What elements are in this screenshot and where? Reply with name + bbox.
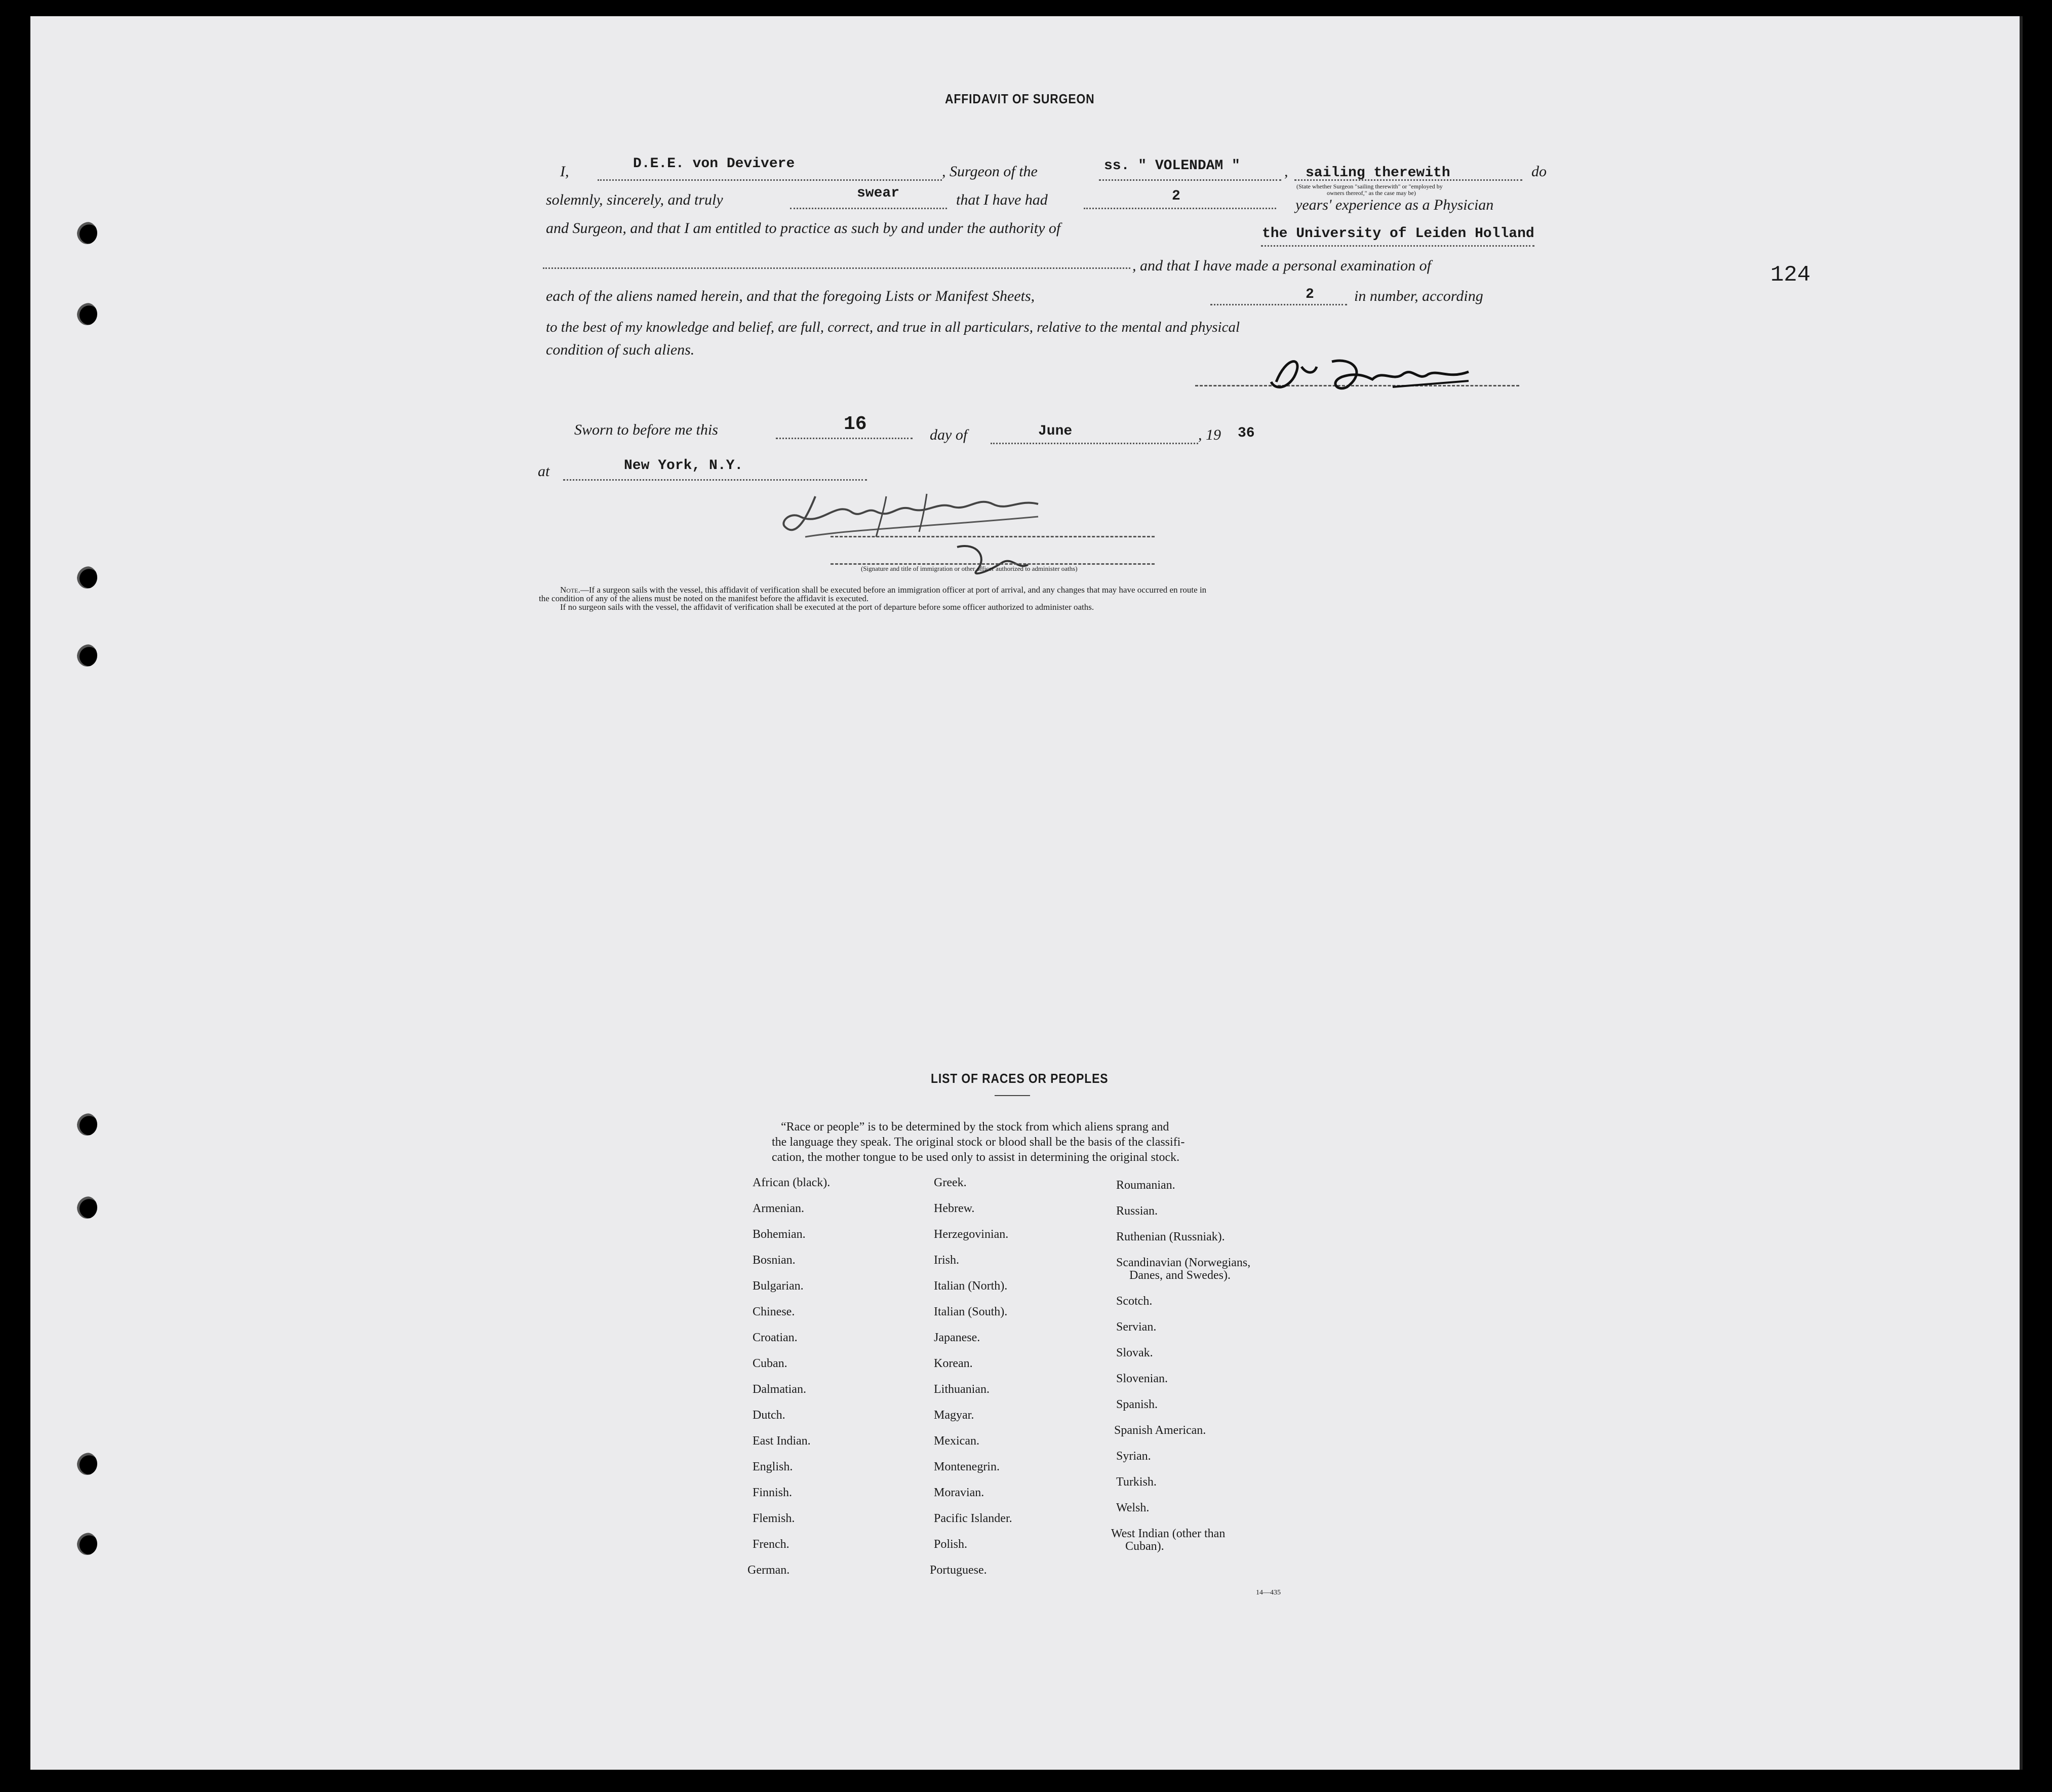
race-item: Roumanian.	[1116, 1179, 1175, 1192]
race-item: Magyar.	[934, 1409, 974, 1422]
sworn-day: 16	[844, 413, 867, 435]
race-item: Dutch.	[753, 1409, 785, 1422]
affidavit-text: each of the aliens named herein, and that the foregoing Lists or Manifest Sheets,	[546, 288, 1035, 304]
affidavit-text: Sworn to before me this	[574, 421, 718, 438]
punch-hole	[77, 222, 97, 244]
fill-line	[1261, 245, 1534, 247]
fill-line	[991, 443, 1198, 444]
note-line: —If a surgeon sails with the vessel, this affidavit of verification shall be executed before an immigration officer at port of arrival, and any changes that may have occurred en route in	[580, 585, 1207, 595]
punch-hole	[77, 1453, 97, 1475]
status-note: owners thereof," as the case may be)	[1327, 189, 1416, 197]
race-item: Italian (North).	[934, 1279, 1008, 1293]
race-item: Slovenian.	[1116, 1372, 1168, 1385]
race-item: Ruthenian (Russniak).	[1116, 1230, 1225, 1243]
affidavit-text: , Surgeon of the	[942, 163, 1038, 180]
years-experience: 2	[1172, 188, 1180, 204]
race-item: Bosnian.	[753, 1254, 796, 1267]
race-item: German.	[747, 1564, 790, 1577]
race-item: Finnish.	[753, 1486, 793, 1499]
race-item: Moravian.	[934, 1486, 984, 1499]
punch-hole	[77, 303, 97, 325]
race-item: Syrian.	[1116, 1450, 1151, 1463]
punch-hole	[77, 1533, 97, 1555]
race-item: Slovak.	[1116, 1346, 1153, 1359]
fill-line	[1210, 304, 1347, 305]
sworn-year: 36	[1238, 425, 1255, 441]
race-item: Hebrew.	[934, 1202, 975, 1215]
races-intro: cation, the mother tongue to be used only to assist in determining the original stock.	[772, 1151, 1180, 1164]
races-intro: the language they speak. The original stock or blood shall be the basis of the classifi-	[772, 1136, 1185, 1149]
licensing-authority: the University of Leiden Holland	[1262, 226, 1534, 242]
punch-hole	[77, 644, 97, 667]
race-item: Dalmatian.	[753, 1383, 806, 1396]
affidavit-text: , 19	[1198, 426, 1221, 443]
affidavit-text: day of	[930, 426, 968, 443]
page-number: 124	[1770, 262, 1811, 288]
fill-line	[776, 438, 913, 439]
race-item: Pacific Islander.	[934, 1512, 1012, 1525]
race-item: Chinese.	[753, 1305, 795, 1318]
affidavit-text: to the best of my knowledge and belief, are full, correct, and true in all particulars, relative to the mental and physical	[546, 319, 1240, 335]
fill-line	[790, 208, 947, 209]
race-item: Turkish.	[1116, 1475, 1157, 1489]
note-label: Note.	[560, 585, 580, 595]
affidavit-text: condition of such aliens.	[546, 341, 695, 358]
race-item: East Indian.	[753, 1434, 811, 1448]
race-item: Cuban).	[1125, 1540, 1164, 1553]
race-item: Italian (South).	[934, 1305, 1008, 1318]
race-item: Greek.	[934, 1176, 967, 1189]
race-item: Croatian.	[753, 1331, 798, 1344]
race-item: English.	[753, 1460, 793, 1473]
race-item: Flemish.	[753, 1512, 795, 1525]
affidavit-text: I,	[560, 163, 569, 180]
affidavit-text: that I have had	[956, 191, 1048, 208]
race-item: Bohemian.	[753, 1228, 806, 1241]
status-note: (State whether Surgeon "sailing therewith" or "employed by	[1296, 183, 1443, 190]
note-text: the condition of any of the aliens must be noted on the manifest before the affidavit is executed.	[539, 594, 869, 603]
affidavit-text: at	[538, 463, 550, 480]
race-item: French.	[753, 1538, 790, 1551]
race-item: Irish.	[934, 1254, 959, 1267]
race-item: West Indian (other than	[1111, 1527, 1226, 1540]
race-item: Portuguese.	[930, 1564, 987, 1577]
fill-line	[543, 267, 1130, 269]
punch-hole	[77, 1113, 97, 1136]
race-item: Cuban.	[753, 1357, 787, 1370]
race-item: Lithuanian.	[934, 1383, 990, 1396]
note-text: If no surgeon sails with the vessel, the affidavit of verification shall be executed at the port of departure before some officer authorized to administer oaths.	[560, 602, 1094, 612]
fill-line	[598, 179, 942, 181]
officer-caption: (Signature and title of immigration or other officer authorized to administer oaths)	[861, 565, 1078, 572]
surgeon-name: D.E.E. von Devivere	[633, 156, 795, 172]
affidavit-text: , and that I have made a personal examination of	[1132, 257, 1431, 274]
race-item: Scandinavian (Norwegians,	[1116, 1256, 1251, 1269]
race-item: Bulgarian.	[753, 1279, 804, 1293]
race-item: Japanese.	[934, 1331, 980, 1344]
race-item: Korean.	[934, 1357, 973, 1370]
races-intro: “Race or people” is to be determined by the stock from which aliens sprang and	[781, 1120, 1169, 1134]
race-item: Servian.	[1116, 1320, 1157, 1334]
affidavit-title: AFFIDAVIT OF SURGEON	[945, 91, 1095, 106]
fill-line	[1084, 208, 1276, 209]
document-page	[30, 16, 2023, 1770]
surgeon-status: sailing therewith	[1306, 165, 1450, 181]
title-rule	[995, 1095, 1030, 1096]
affidavit-text: ,	[1284, 163, 1288, 180]
race-item: Danes, and Swedes).	[1129, 1269, 1231, 1282]
affidavit-text: do	[1531, 163, 1547, 180]
signature-line	[831, 536, 1155, 537]
fill-line	[1099, 179, 1281, 181]
affidavit-text: and Surgeon, and that I am entitled to practice as such by and under the authority of	[546, 220, 1061, 237]
sworn-month: June	[1038, 423, 1073, 439]
affidavit-text: solemnly, sincerely, and truly	[546, 191, 723, 208]
race-item: Spanish.	[1116, 1398, 1158, 1411]
race-item: Herzegovinian.	[934, 1228, 1009, 1241]
race-item: African (black).	[753, 1176, 831, 1189]
form-number: 14—435	[1256, 1589, 1281, 1596]
punch-hole	[77, 566, 97, 589]
races-title: LIST OF RACES OR PEOPLES	[931, 1071, 1109, 1086]
punch-hole	[77, 1196, 97, 1219]
race-item: Montenegrin.	[934, 1460, 1000, 1473]
sheet-count: 2	[1306, 287, 1314, 302]
sworn-place: New York, N.Y.	[624, 458, 743, 474]
ship-name: ss. " VOLENDAM "	[1104, 158, 1240, 174]
surgeon-signature	[1266, 352, 1479, 397]
race-item: Welsh.	[1116, 1501, 1150, 1514]
affidavit-text: years' experience as a Physician	[1295, 197, 1494, 213]
race-item: Scotch.	[1116, 1295, 1153, 1308]
race-item: Mexican.	[934, 1434, 979, 1448]
affidavit-text: in number, according	[1354, 288, 1483, 304]
race-item: Polish.	[934, 1538, 968, 1551]
note-text	[560, 586, 1206, 594]
race-item: Armenian.	[753, 1202, 804, 1215]
race-item: Russian.	[1116, 1204, 1158, 1218]
race-item: Spanish American.	[1114, 1424, 1206, 1437]
oath-type: swear	[857, 185, 900, 201]
fill-line	[563, 479, 867, 481]
